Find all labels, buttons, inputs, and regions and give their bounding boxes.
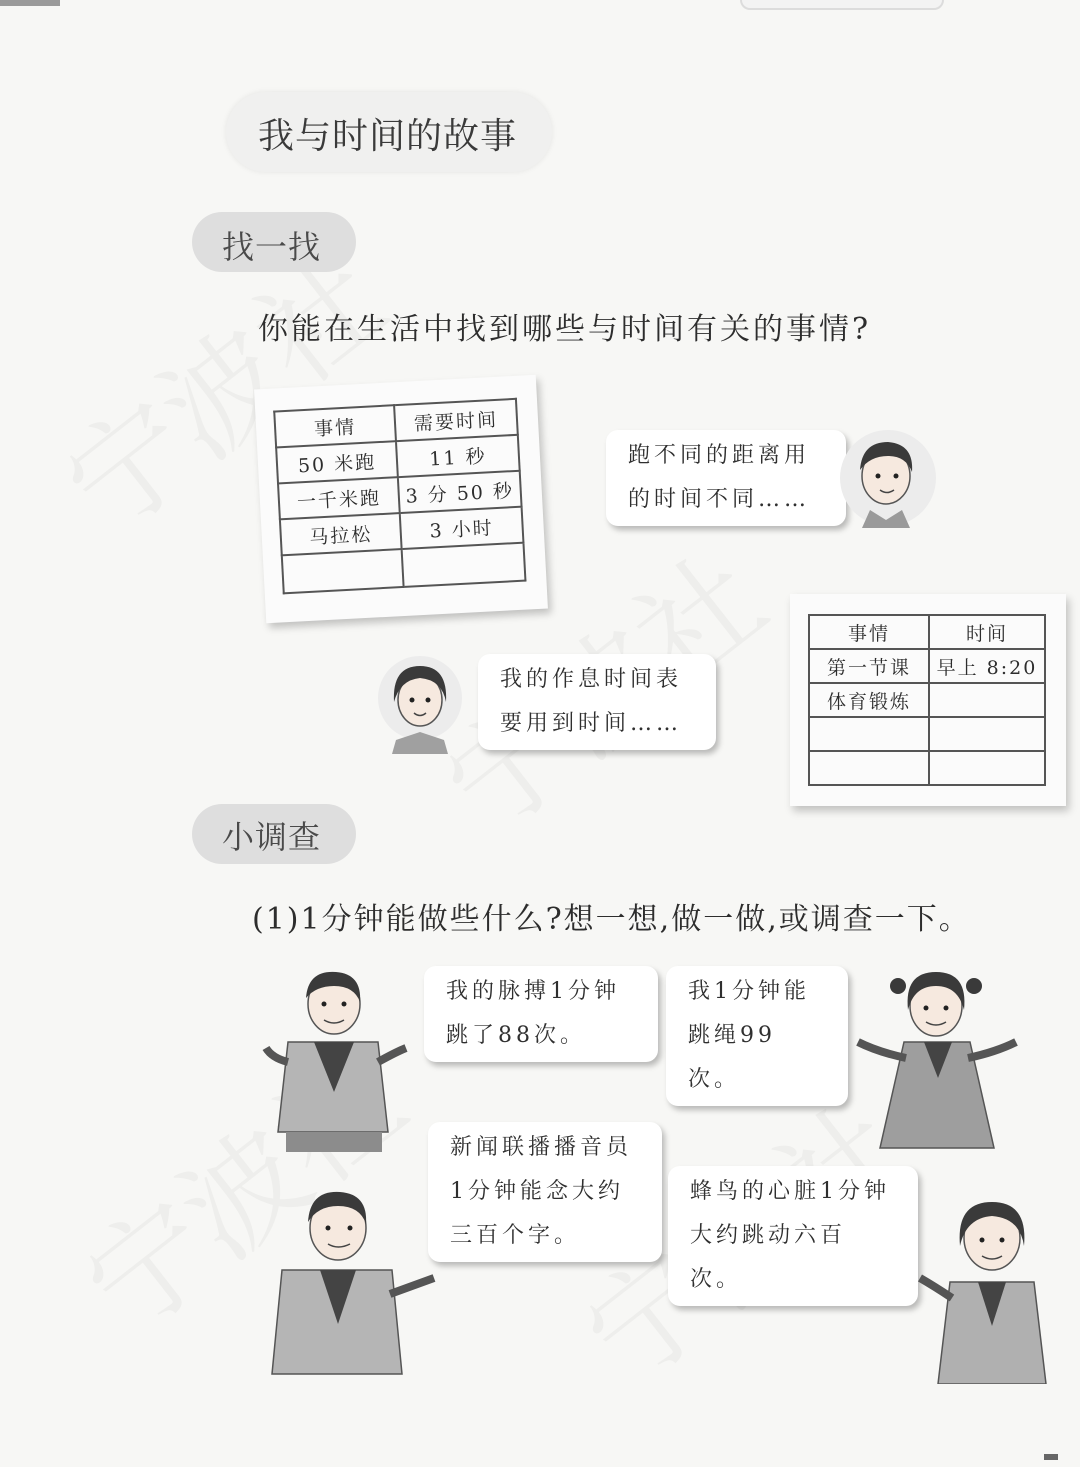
bubble-line: 我的作息时间表	[500, 667, 683, 692]
table-header: 时间	[929, 615, 1045, 649]
top-edge-bar	[0, 0, 60, 6]
survey-question: (1)1分钟能做些什么?想一想,做一做,或调查一下。	[252, 902, 971, 937]
bubble-line: 跑不同的距离用	[628, 443, 811, 468]
bubble-line: 大约跳动六百次。	[690, 1223, 847, 1292]
boy-explaining-illustration	[262, 1174, 438, 1384]
table-header: 事情	[809, 615, 929, 649]
schedule-table-card	[790, 594, 1066, 806]
top-edge-tab	[740, 0, 944, 10]
speech-bubble-bird	[668, 1166, 918, 1306]
bubble-line: 跳了88次。	[446, 1023, 586, 1048]
bubble-line: 新闻联播播音员	[450, 1135, 633, 1160]
girl-portrait	[376, 650, 464, 754]
girl-explaining-illustration	[916, 1186, 1066, 1384]
bubble-line: 我1分钟能	[688, 979, 810, 1004]
bubble-line: 跳绳99次。	[688, 1023, 776, 1092]
race-time-table	[273, 398, 526, 595]
bubble-line: 的时间不同……	[628, 487, 811, 512]
section-survey-title: 小调查	[222, 818, 322, 856]
table-cell	[282, 549, 404, 593]
speech-bubble-news	[428, 1122, 662, 1262]
table-header: 事情	[274, 405, 396, 447]
table-cell	[809, 717, 929, 751]
boy-portrait	[836, 428, 940, 528]
table-header: 需要时间	[394, 399, 518, 441]
speech-bubble-schedule	[478, 654, 716, 750]
girl-presenting-illustration	[848, 962, 1024, 1152]
table-cell	[929, 751, 1045, 785]
time-table-card	[254, 375, 548, 623]
table-cell: 早上 8:20	[929, 649, 1045, 683]
table-cell: 体育锻炼	[809, 683, 929, 717]
table-cell: 3 分 50 秒	[398, 471, 522, 513]
table-cell	[929, 717, 1045, 751]
schedule-table	[808, 614, 1046, 786]
page-number-mark	[1044, 1454, 1058, 1460]
bubble-line: 三百个字。	[450, 1223, 581, 1248]
table-cell: 马拉松	[280, 513, 402, 555]
table-cell: 3 小时	[400, 507, 524, 549]
table-cell: 一千米跑	[278, 477, 400, 519]
table-cell: 50 米跑	[276, 441, 398, 483]
speech-bubble-rope	[666, 966, 848, 1106]
table-cell	[402, 543, 526, 587]
table-cell: 11 秒	[396, 435, 520, 477]
boy-presenting-illustration	[258, 962, 408, 1152]
speech-bubble-pulse	[424, 966, 658, 1062]
table-cell: 第一节课	[809, 649, 929, 683]
bubble-line: 要用到时间……	[500, 711, 683, 736]
speech-bubble-run	[606, 430, 846, 526]
section-find-title: 找一找	[222, 228, 322, 266]
find-question: 你能在生活中找到哪些与时间有关的事情?	[258, 312, 872, 347]
page-title: 我与时间的故事	[258, 116, 518, 157]
table-cell	[929, 683, 1045, 717]
bubble-line: 1分钟能念大约	[450, 1179, 624, 1204]
bubble-line: 我的脉搏1分钟	[446, 979, 620, 1004]
table-cell	[809, 751, 929, 785]
bubble-line: 蜂鸟的心脏1分钟	[690, 1179, 890, 1204]
